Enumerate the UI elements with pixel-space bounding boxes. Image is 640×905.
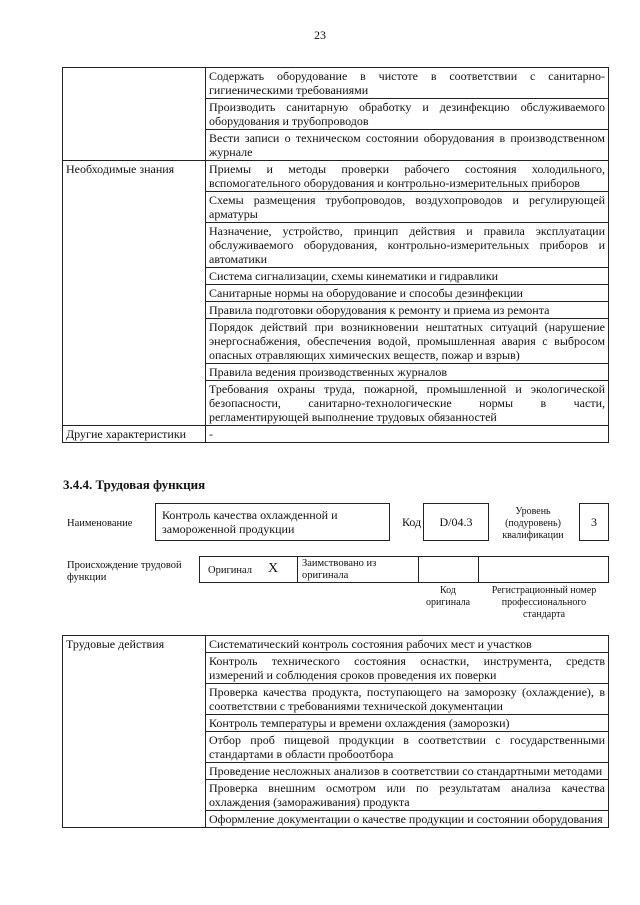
action-item: Проверка внешним осмотром или по результатам анализа качества охлаждения (замораживания) продукта <box>206 780 609 811</box>
action-item: Оформление документации о качестве продукции и состоянии оборудования <box>206 811 609 828</box>
qualification-level-label: Уровень (подуровень) квалификации <box>502 506 564 541</box>
knowledge-label: Необходимые знания <box>63 161 206 426</box>
code-value-box: D/04.3 <box>423 503 489 541</box>
origin-label: Происхождение трудовой функции <box>67 560 182 583</box>
origin-divider <box>478 556 479 583</box>
skill-item: Производить санитарную обработку и дезинфекцию обслуживаемого оборудования и трубопроводов <box>206 99 609 130</box>
name-label: Наименование <box>67 518 133 529</box>
reg-number-label: Регистрационный номер профессионального стандарта <box>491 585 597 620</box>
action-item: Проверка качества продукта, поступающего на заморозку (охлаждение), в соответствии с требованиями технической документации <box>206 684 609 715</box>
function-name-box: Контроль качества охлажденной и замороженной продукции <box>155 503 390 541</box>
knowledge-item: Система сигнализации, схемы кинематики и гидравлики <box>206 268 609 285</box>
skill-item: Содержать оборудование в чистоте в соответствии с санитарно-гигиеническими требованиями <box>206 68 609 99</box>
action-item: Проведение несложных анализов в соответствии со стандартными методами <box>206 763 609 780</box>
origin-divider <box>297 556 298 583</box>
section-heading: 3.4.4. Трудовая функция <box>63 477 206 492</box>
requirements-table <box>62 67 609 443</box>
original-mark: X <box>268 561 279 576</box>
empty-label-cell <box>63 68 206 161</box>
knowledge-item: Приемы и методы проверки рабочего состояния холодильного, вспомогательного оборудования и контрольно-измерительных приборов <box>206 161 609 192</box>
borrowed-label: Заимствовано из оригинала <box>302 558 377 581</box>
knowledge-item: Правила подготовки оборудования к ремонту и приема из ремонта <box>206 302 609 319</box>
actions-label: Трудовые действия <box>63 636 206 828</box>
page-number: 23 <box>314 28 326 42</box>
table-row <box>63 161 609 192</box>
knowledge-item: Требования охраны труда, пожарной, промышленной и экологической безопасности, санитарно-технологические нормы в части, регламентирующей выполнение трудовых обязанностей <box>206 381 609 426</box>
action-item: Контроль технического состояния оснастки, инструмента, средств измерений и соблюдения сроков проведения их поверки <box>206 653 609 684</box>
origin-divider <box>418 556 419 583</box>
qualification-level-box: 3 <box>579 503 609 541</box>
other-label: Другие характеристики <box>63 426 206 443</box>
code-original-label: Код оригинала <box>425 585 471 608</box>
knowledge-item: Назначение, устройство, принцип действия и правила эксплуатации обслуживаемого оборудования, контрольно-измерительных приборов и автоматики <box>206 223 609 268</box>
table-row <box>63 68 609 99</box>
knowledge-item: Санитарные нормы на оборудование и способы дезинфекции <box>206 285 609 302</box>
code-label: Код <box>402 515 422 529</box>
actions-table <box>62 635 609 828</box>
original-label: Оригинал <box>208 565 252 576</box>
knowledge-item: Схемы размещения трубопроводов, воздухопроводов и регулирующей арматуры <box>206 192 609 223</box>
table-row <box>63 636 609 653</box>
action-item: Систематический контроль состояния рабочих мест и участков <box>206 636 609 653</box>
action-item: Контроль температуры и времени охлаждения (заморозки) <box>206 715 609 732</box>
skill-item: Вести записи о техническом состоянии оборудования в производственном журнале <box>206 130 609 161</box>
knowledge-item: Правила ведения производственных журналов <box>206 364 609 381</box>
action-item: Отбор проб пищевой продукции в соответствии с государственными стандартами в области пробоотбора <box>206 732 609 763</box>
table-row <box>63 426 609 443</box>
other-value: - <box>206 426 609 443</box>
knowledge-item: Порядок действий при возникновении нештатных ситуаций (нарушение энергоснабжения, обеспечения водой, промышленная авария с выбросом опасных отравляющих химических веществ, пожар и взрыв) <box>206 319 609 364</box>
